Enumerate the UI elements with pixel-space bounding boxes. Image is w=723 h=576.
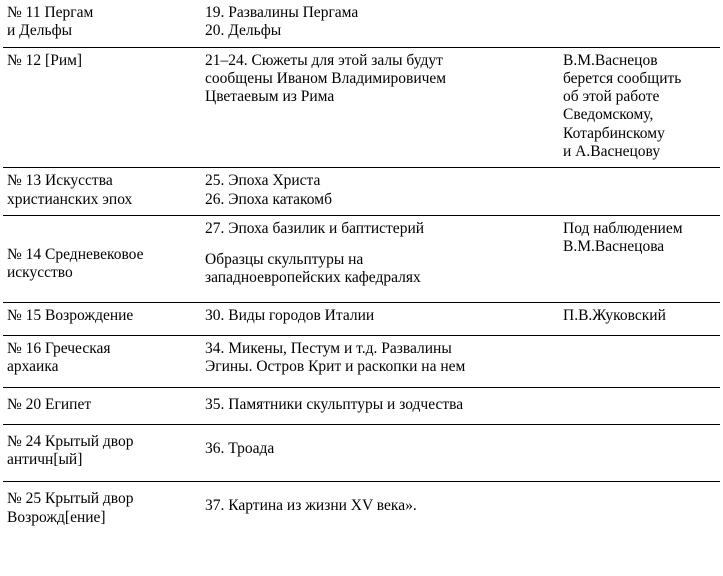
artist-cell: [559, 387, 720, 424]
artist-line: об этой работе: [563, 88, 660, 106]
hall-cell: [3, 335, 201, 387]
table-row: [3, 47, 720, 168]
hall-cell: [3, 215, 201, 302]
hall-line: № 15 Возрождение: [7, 306, 134, 324]
artist-line: П.В.Жуковский: [563, 306, 666, 324]
artist-cell: [559, 482, 720, 539]
artist-cell: [559, 424, 720, 482]
subject-line: 37. Картина из жизни XV века».: [205, 497, 417, 515]
subject-line: Цветаевым из Рима: [205, 88, 335, 106]
hall-line: № 24 Крытый двор: [7, 432, 134, 450]
subjects-cell: [201, 302, 559, 335]
hall-cell: [3, 302, 201, 335]
table-row: [3, 168, 720, 216]
subjects-cell: [201, 0, 559, 47]
hall-line: архаика: [7, 358, 59, 376]
subjects-cell: [201, 47, 559, 168]
artist-line: Сведомскому,: [563, 106, 654, 124]
hall-line: искусство: [7, 264, 73, 282]
subject-line: 30. Виды городов Италии: [205, 306, 375, 324]
artist-cell: [559, 168, 720, 216]
table-row: [3, 335, 720, 387]
hall-line: № 14 Средневековое: [7, 245, 144, 263]
hall-line: античн[ый]: [7, 451, 83, 469]
subjects-cell: [201, 424, 559, 482]
subject-line: 20. Дельфы: [205, 22, 282, 40]
hall-cell: [3, 424, 201, 482]
artist-line: В.М.Васнецова: [563, 238, 665, 256]
table-row: [3, 302, 720, 335]
subjects-cell: [201, 335, 559, 387]
artist-cell: [559, 215, 720, 302]
subject-line: 25. Эпоха Христа: [205, 172, 321, 190]
hall-line: христианских эпох: [7, 190, 133, 208]
subject-line: 21–24. Сюжеты для этой залы будут: [205, 51, 443, 69]
subject-line: 27. Эпоха базилик и баптистерий: [205, 219, 425, 237]
hall-cell: [3, 387, 201, 424]
artist-cell: [559, 47, 720, 168]
subjects-cell: [201, 387, 559, 424]
subjects-cell: [201, 215, 559, 302]
subject-line: 36. Троада: [205, 439, 275, 457]
artist-cell: [559, 335, 720, 387]
subject-line: 19. Развалины Пергама: [205, 4, 359, 21]
hall-line: № 13 Искусства: [7, 172, 113, 190]
hall-cell: [3, 482, 201, 539]
hall-cell: [3, 0, 201, 47]
subject-line: западноевропейских кафедралях: [205, 269, 421, 287]
hall-cell: [3, 47, 201, 168]
artist-line: и А.Васнецову: [563, 142, 661, 160]
table-row: [3, 482, 720, 539]
subject-line: 34. Микены, Пестум и т.д. Развалины: [205, 339, 452, 357]
subject-line: 26. Эпоха катакомб: [205, 190, 332, 208]
artist-cell: [559, 302, 720, 335]
hall-line: № 20 Египет: [7, 395, 92, 413]
artist-line: Котарбинскому: [563, 124, 665, 142]
hall-line: № 12 [Рим]: [7, 51, 83, 69]
subject-line: сообщены Иваном Владимировичем: [205, 69, 447, 87]
subjects-cell: [201, 168, 559, 216]
hall-line: № 25 Крытый двор: [7, 490, 134, 508]
artist-line: Под наблюдением: [563, 219, 683, 237]
table-row: [3, 387, 720, 424]
table-row: [3, 215, 720, 302]
artist-cell: [559, 0, 720, 47]
exhibition-halls-table: [3, 0, 720, 539]
subjects-cell: [201, 482, 559, 539]
hall-line: и Дельфы: [7, 22, 73, 40]
artist-line: В.М.Васнецов: [563, 51, 658, 69]
artist-line: берется сообщить: [563, 69, 682, 87]
subject-line: Образцы скульптуры на: [205, 251, 364, 269]
hall-line: № 11 Пергам: [7, 4, 94, 21]
subject-line: Эгины. Остров Крит и раскопки на нем: [205, 358, 466, 376]
hall-line: Возрожд[ение]: [7, 508, 106, 526]
table-row: [3, 424, 720, 482]
table-row: [3, 0, 720, 47]
hall-cell: [3, 168, 201, 216]
subject-line: 35. Памятники скульптуры и зодчества: [205, 395, 464, 413]
hall-line: № 16 Греческая: [7, 339, 111, 357]
